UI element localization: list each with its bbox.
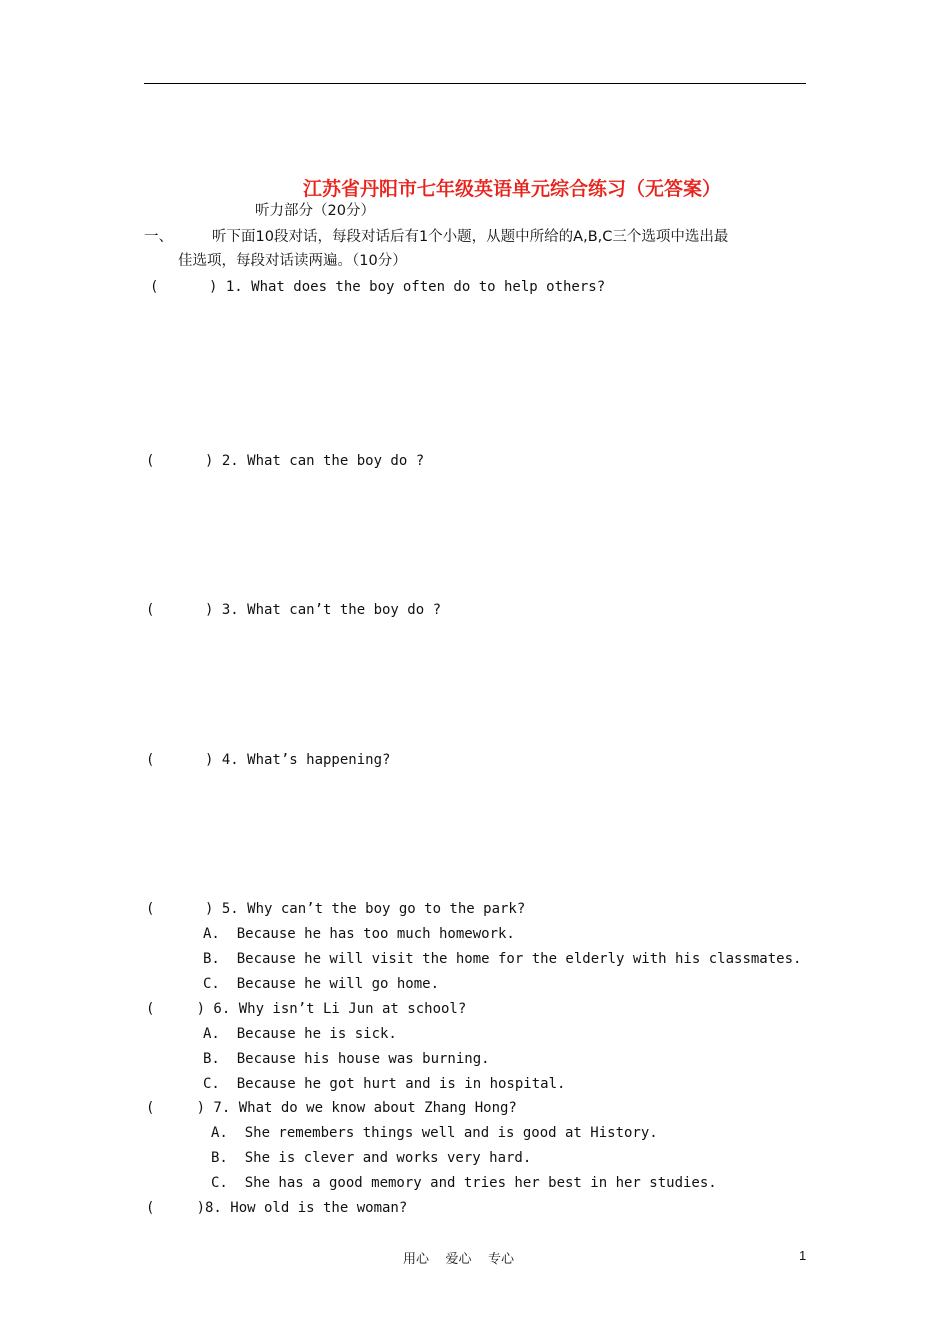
question-5: ( ) 5. Why can’t the boy go to the park?	[146, 901, 526, 917]
question-3: ( ) 3. What can’t the boy do ?	[146, 602, 442, 618]
section-number: 一、	[144, 229, 173, 245]
question-6-option-b: B. Because his house was burning.	[203, 1051, 490, 1067]
header-rule	[144, 83, 806, 84]
footer-motto: 用心 爱心 专心	[403, 1252, 515, 1267]
question-6-option-a: A. Because he is sick.	[203, 1026, 397, 1042]
question-8: ( )8. How old is the woman?	[146, 1200, 408, 1216]
question-5-option-b: B. Because he will visit the home for the elderly with his classmates.	[203, 951, 802, 967]
question-7-option-a: A. She remembers things well and is good at History.	[211, 1125, 658, 1141]
question-7: ( ) 7. What do we know about Zhang Hong?	[146, 1100, 517, 1116]
question-6: ( ) 6. Why isn’t Li Jun at school?	[146, 1001, 467, 1017]
page-number: 1	[799, 1248, 807, 1263]
instruction-line-2: 佳选项，每段对话读两遍。（10分）	[178, 253, 407, 269]
instruction-line-1: 听下面10段对话，每段对话后有1个小题，从题中所给的A,B,C三个选项中选出最	[212, 229, 729, 245]
question-6-option-c: C. Because he got hurt and is in hospital.	[203, 1076, 566, 1092]
question-7-option-c: C. She has a good memory and tries her best in her studies.	[211, 1175, 717, 1191]
question-2: ( ) 2. What can the boy do ?	[146, 453, 425, 469]
question-5-option-a: A. Because he has too much homework.	[203, 926, 515, 942]
question-7-option-b: B. She is clever and works very hard.	[211, 1150, 532, 1166]
question-5-option-c: C. Because he will go home.	[203, 976, 440, 992]
section-subtitle: 听力部分（20分）	[255, 203, 375, 219]
question-1: ( ) 1. What does the boy often do to help others?	[150, 279, 606, 295]
question-4: ( ) 4. What’s happening?	[146, 752, 391, 768]
document-title: 江苏省丹阳市七年级英语单元综合练习（无答案）	[303, 178, 722, 200]
